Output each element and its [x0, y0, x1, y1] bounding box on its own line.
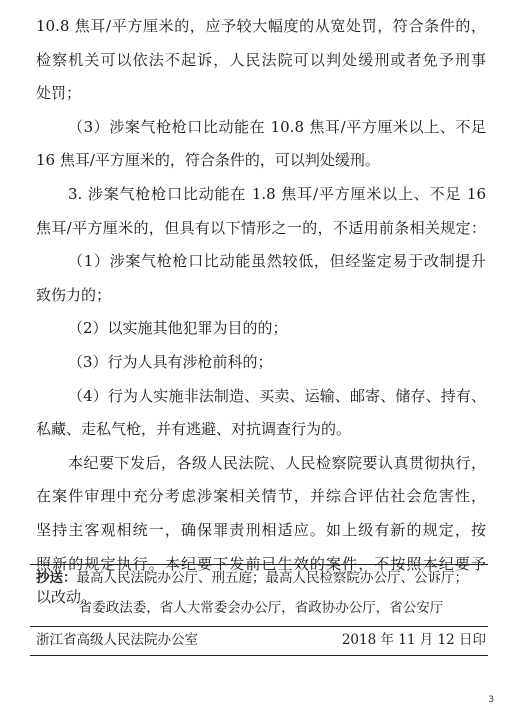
body-line-10: （2）以实施其他犯罪为目的的； — [68, 319, 288, 338]
body-line-14: 本纪要下发后，各级人民法院、人民检察院要认真贯彻执行， — [68, 453, 486, 472]
body-line-5: 16 焦耳/平方厘米的，符合条件的，可以判处缓刑。 — [36, 151, 380, 170]
cc-recipients-line-2: 省委政法委，省人大常委会办公厅，省政协办公厅，省公安厅 — [78, 600, 444, 616]
body-line-11: （3）行为人具有涉枪前科的； — [68, 352, 273, 371]
body-line-3: 处罚； — [36, 84, 82, 103]
cc-recipients-line-1 — [36, 568, 486, 588]
body-line-13: 私藏、走私气枪，并有逃避、对抗调查行为的。 — [36, 420, 352, 439]
cc-recipients-1: 最高人民法院办公厅、刑五庭；最高人民检察院办公厅、公诉厅； — [76, 570, 468, 586]
print-date: 2018 年 11 月 12 日印 — [341, 632, 486, 648]
issuing-office: 浙江省高级人民法院办公室 — [36, 632, 198, 648]
body-line-17: 照新的规定执行。本纪要下发前已生效的案件，不按照本纪要予 — [36, 554, 486, 573]
body-text — [36, 10, 486, 615]
body-line-16: 坚持主客观相统一，确保罪责刑相适应。如上级有新的规定，按 — [36, 520, 486, 539]
page-number: 3 — [488, 695, 494, 705]
cc-bottom-rule — [30, 626, 488, 627]
body-line-7: 焦耳/平方厘米的，但具有以下情形之一的，不适用前条相关规定： — [36, 218, 486, 237]
body-line-6: 3. 涉案气枪枪口比动能在 1.8 焦耳/平方厘米以上、不足 16 — [68, 184, 486, 203]
cc-label: 抄送： — [36, 570, 77, 586]
body-line-2: 检察机关可以依法不起诉，人民法院可以判处缓刑或者免予刑事 — [36, 50, 486, 69]
footer-bottom-rule — [30, 655, 488, 656]
body-line-4: （3）涉案气枪枪口比动能在 10.8 焦耳/平方厘米以上、不足 — [68, 117, 486, 136]
body-line-8: （1）涉案气枪枪口比动能虽然较低，但经鉴定易于改制提升 — [68, 252, 486, 271]
body-line-9: 致伤力的； — [36, 285, 112, 304]
body-line-15: 在案件审理中充分考虑涉案相关情节，并综合评估社会危害性， — [36, 487, 486, 506]
body-line-1: 10.8 焦耳/平方厘米的，应予较大幅度的从宽处罚，符合条件的， — [36, 17, 486, 35]
body-line-18: 以改动。 — [36, 588, 97, 607]
body-line-12: （4）行为人实施非法制造、买卖、运输、邮寄、储存、持有、 — [68, 386, 486, 405]
cc-top-rule — [30, 564, 488, 565]
